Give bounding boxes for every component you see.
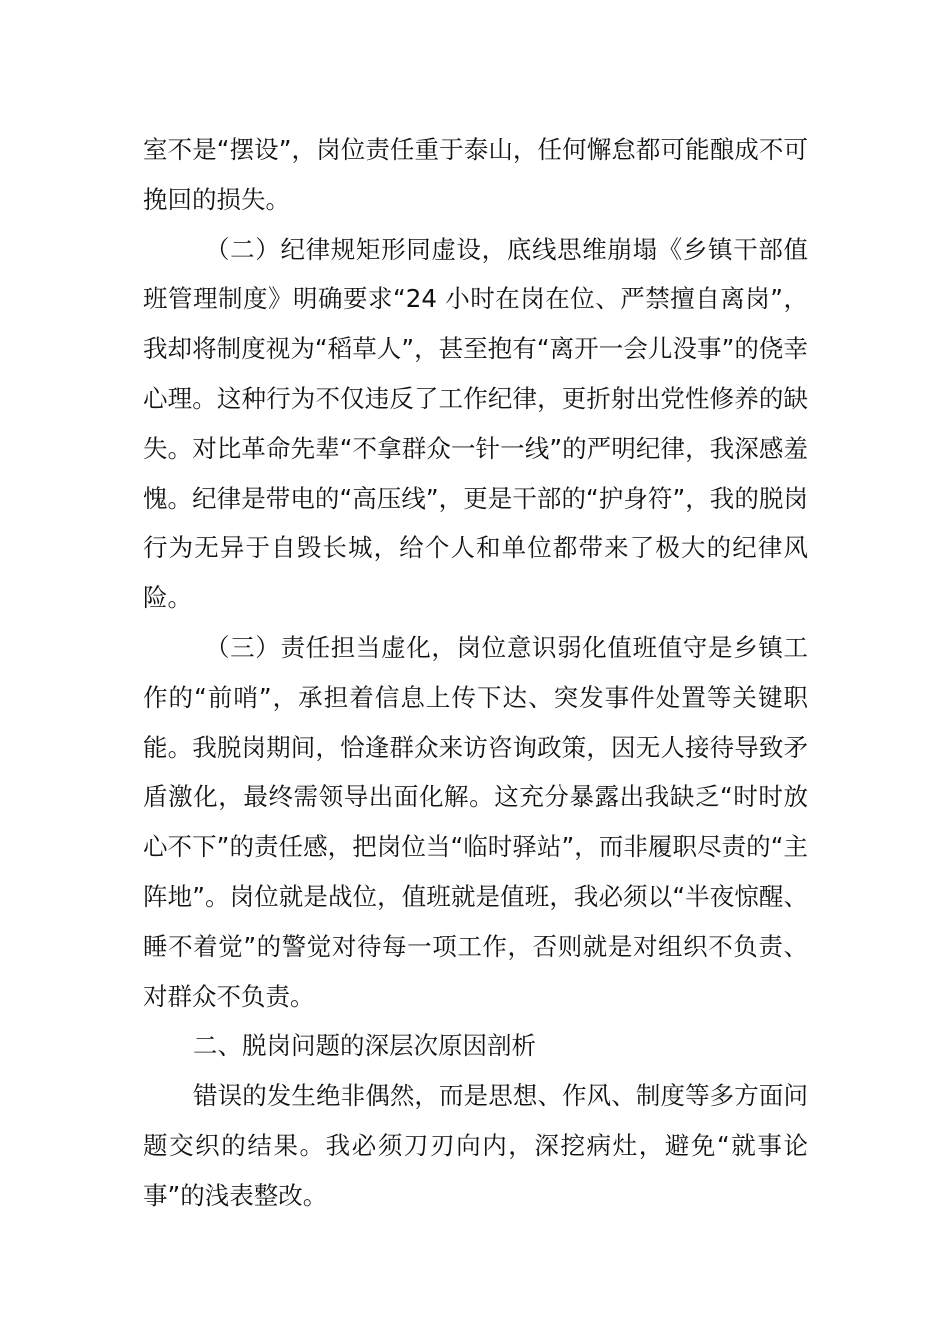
paragraph-responsibility: （三）责任担当虚化，岗位意识弱化值班值守是乡镇工作的“前哨”，承担着信息上传下达、突发事件处置等关键职能。我脱岗期间，恰逢群众来访咨询政策，因无人接待导致矛盾激化，最终需领导出面化解。这充分暴露出我缺乏“时时放心不下”的责任感，把岗位当“临时驿站”，而非履职尽责的“主阵地”。岗位就是战位，值班就是值班，我必须以“半夜惊醒、睡不着觉”的警觉对待每一项工作，否则就是对组织不负责、对群众不负责。 bbox=[143, 632, 808, 1011]
paragraph-continuation: 室不是“摆设”，岗位责任重于泰山，任何懈怠都可能酿成不可挽回的损失。 bbox=[143, 135, 808, 214]
paragraph-root-causes-intro: 错误的发生绝非偶然，而是思想、作风、制度等多方面问题交织的结果。我必须刀刃向内，深挖病灶，避免“就事论事”的浅表整改。 bbox=[143, 1081, 808, 1210]
paragraph-discipline: （二）纪律规矩形同虚设，底线思维崩塌《乡镇干部值班管理制度》明确要求“24 小时在岗在位、严禁擅自离岗”，我却将制度视为“稻草人”，甚至抱有“离开一会儿没事”的侥幸心理。这种行为不仅违反了工作纪律，更折射出党性修养的缺失。对比革命先辈“不拿群众一针一线”的严明纪律，我深感羞愧。纪律是带电的“高压线”，更是干部的“护身符”，我的脱岗行为无异于自毁长城，给个人和单位都带来了极大的纪律风险。 bbox=[143, 234, 808, 613]
document-body bbox=[143, 125, 808, 1221]
section-heading-root-causes: 二、脱岗问题的深层次原因剖析 bbox=[193, 1031, 536, 1061]
